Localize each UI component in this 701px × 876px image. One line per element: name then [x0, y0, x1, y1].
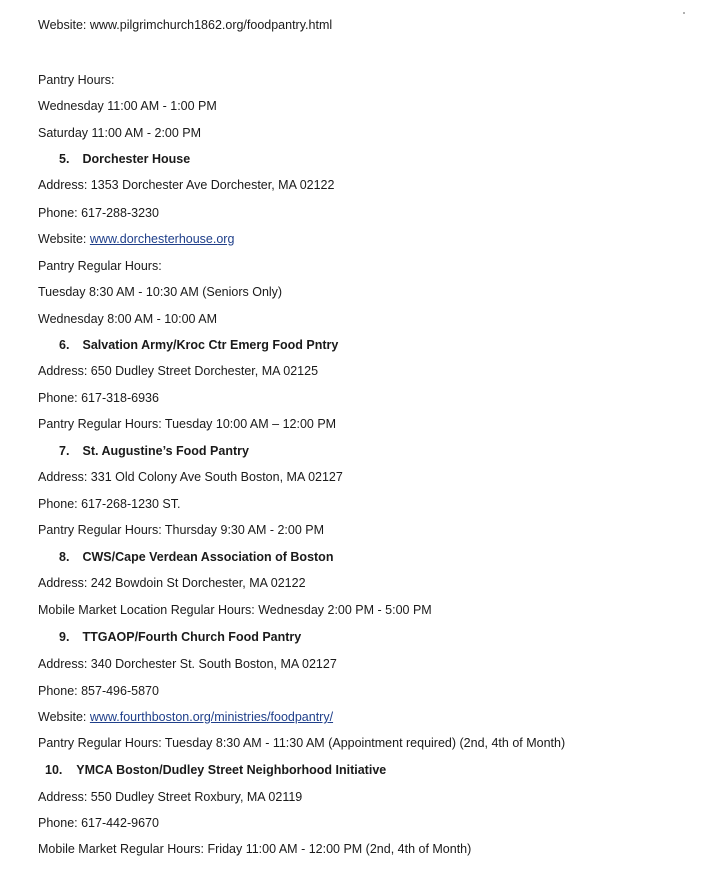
entry-number: 7. [59, 444, 70, 458]
entry-number: 8. [59, 550, 70, 564]
entry-website-label: Website: [38, 710, 87, 724]
entry-heading-8 [59, 549, 333, 565]
entry-heading-10 [45, 762, 386, 778]
intro-hours-2: Saturday 11:00 AM - 2:00 PM [38, 126, 202, 140]
entry-hours-line: Pantry Regular Hours: Tuesday 10:00 AM – 12:00 PM [38, 417, 337, 431]
entry-name: Dorchester House [82, 152, 191, 166]
entry-number: 10. [45, 763, 63, 777]
entry-number: 9. [59, 630, 70, 644]
entry-address: Address: 340 Dorchester St. South Boston, MA 02127 [38, 657, 337, 671]
entry-website-label: Website: [38, 232, 87, 246]
entry-phone: Phone: 617-318-6936 [38, 391, 159, 405]
entry-website-line [38, 231, 234, 247]
entry-website-line [38, 709, 333, 725]
entry-hours-line: Mobile Market Location Regular Hours: Wednesday 2:00 PM - 5:00 PM [38, 603, 432, 617]
entry-phone: Phone: 617-288-3230 [38, 206, 159, 220]
entry-number: 5. [59, 152, 70, 166]
entry-phone: Phone: 617-442-9670 [38, 816, 159, 830]
entry-address: Address: 1353 Dorchester Ave Dorchester, MA 02122 [38, 178, 335, 192]
entry-name: CWS/Cape Verdean Association of Boston [82, 550, 334, 564]
entry-address: Address: 550 Dudley Street Roxbury, MA 02119 [38, 790, 303, 804]
intro-hours-1: Wednesday 11:00 AM - 1:00 PM [38, 99, 217, 113]
entry-number: 6. [59, 338, 70, 352]
entry-hours-line: Pantry Regular Hours: Thursday 9:30 AM - 2:00 PM [38, 523, 325, 537]
entry-name: Salvation Army/Kroc Ctr Emerg Food Pntry [82, 338, 339, 352]
entry-name: TTGAOP/Fourth Church Food Pantry [82, 630, 302, 644]
entry-hours-2: Wednesday 8:00 AM - 10:00 AM [38, 312, 218, 326]
entry-hours-line: Mobile Market Regular Hours: Friday 11:00 AM - 12:00 PM (2nd, 4th of Month) [38, 842, 472, 856]
entry-address: Address: 242 Bowdoin St Dorchester, MA 02122 [38, 576, 306, 590]
intro-pantry-hours-label: Pantry Hours: [38, 73, 115, 87]
entry-name: YMCA Boston/Dudley Street Neighborhood Initiative [76, 763, 387, 777]
intro-website-label: Website: [38, 18, 87, 32]
entry-heading-7 [59, 443, 249, 459]
entry-address: Address: 331 Old Colony Ave South Boston, MA 02127 [38, 470, 343, 484]
entry-address: Address: 650 Dudley Street Dorchester, MA 02125 [38, 364, 319, 378]
entry-phone: Phone: 617-268-1230 ST. [38, 497, 181, 511]
entry-hours-line: Pantry Regular Hours: Tuesday 8:30 AM - 11:30 AM (Appointment required) (2nd, 4th of Month) [38, 736, 566, 750]
entry-hours-label: Pantry Regular Hours: [38, 259, 162, 273]
entry-website-link[interactable]: www.dorchesterhouse.org [89, 232, 235, 246]
entry-name: St. Augustine’s Food Pantry [82, 444, 249, 458]
entry-phone: Phone: 857-496-5870 [38, 684, 159, 698]
entry-heading-5 [59, 151, 190, 167]
entry-website-link[interactable]: www.fourthboston.org/ministries/foodpantry/ [89, 710, 334, 724]
scan-speck [683, 12, 685, 14]
entry-heading-9 [59, 629, 301, 645]
entry-heading-6 [59, 337, 338, 353]
intro-website-value[interactable]: www.pilgrimchurch1862.org/foodpantry.html [89, 18, 333, 32]
entry-hours-1: Tuesday 8:30 AM - 10:30 AM (Seniors Only) [38, 285, 283, 299]
intro-website-line [38, 17, 332, 33]
